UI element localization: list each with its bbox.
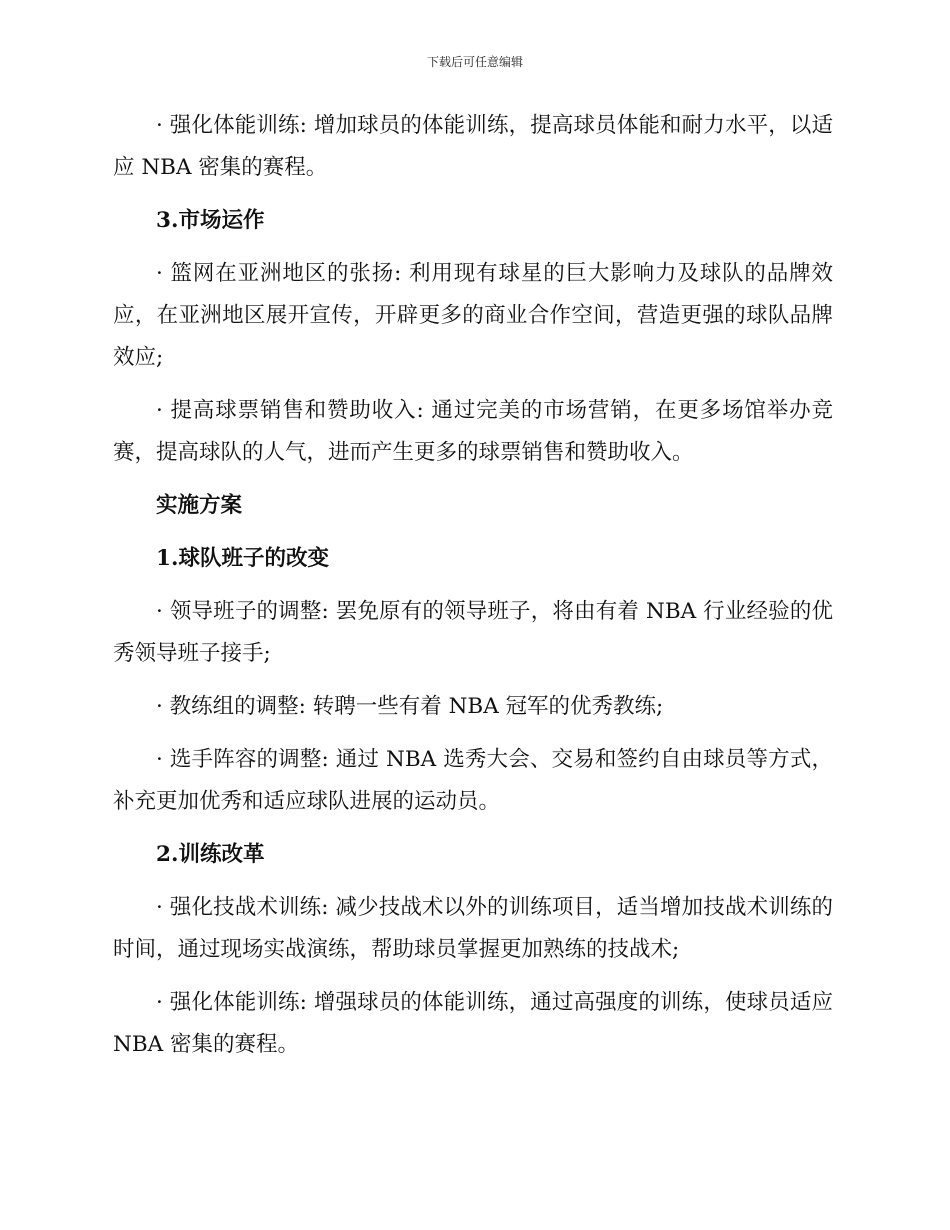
bullet-paragraph: · 提高球票销售和赞助收入: 通过完美的市场营销，在更多场馆举办竞赛，提高球队的人气，进而产生更多的球票销售和赞助收入。 (113, 398, 833, 465)
document-body (113, 105, 833, 1077)
bullet-paragraph: · 强化体能训练: 增强球员的体能训练，通过高强度的训练，使球员适应 NBA 密集的赛程。 (113, 990, 833, 1057)
bullet-paragraph: · 强化技战术训练: 减少技战术以外的训练项目，适当增加技战术训练的时间，通过现场实战演练，帮助球员掌握更加熟练的技战术; (113, 895, 833, 962)
bullet-paragraph: · 篮网在亚洲地区的张扬: 利用现有球星的巨大影响力及球队的品牌效应，在亚洲地区展开宣传，开辟更多的商业合作空间，营造更强的球队品牌效应; (113, 261, 833, 370)
bullet-paragraph: · 选手阵容的调整: 通过 NBA 选秀大会、交易和签约自由球员等方式，补充更加优秀和适应球队进展的运动员。 (113, 747, 833, 814)
bullet-paragraph: · 教练组的调整: 转聘一些有着 NBA 冠军的优秀教练; (156, 694, 664, 719)
section-heading: 2.训练改革 (156, 842, 265, 867)
section-heading: 1.球队班子的改变 (156, 546, 329, 571)
bullet-paragraph: · 强化体能训练: 增加球员的体能训练，提高球员体能和耐力水平，以适应 NBA 密集的赛程。 (113, 113, 833, 180)
section-heading: 3.市场运作 (156, 208, 265, 233)
page-header: 下载后可任意编辑 (426, 55, 523, 69)
section-heading: 实施方案 (156, 493, 243, 518)
bullet-paragraph: · 领导班子的调整: 罢免原有的领导班子，将由有着 NBA 行业经验的优秀领导班子接手; (113, 599, 833, 666)
